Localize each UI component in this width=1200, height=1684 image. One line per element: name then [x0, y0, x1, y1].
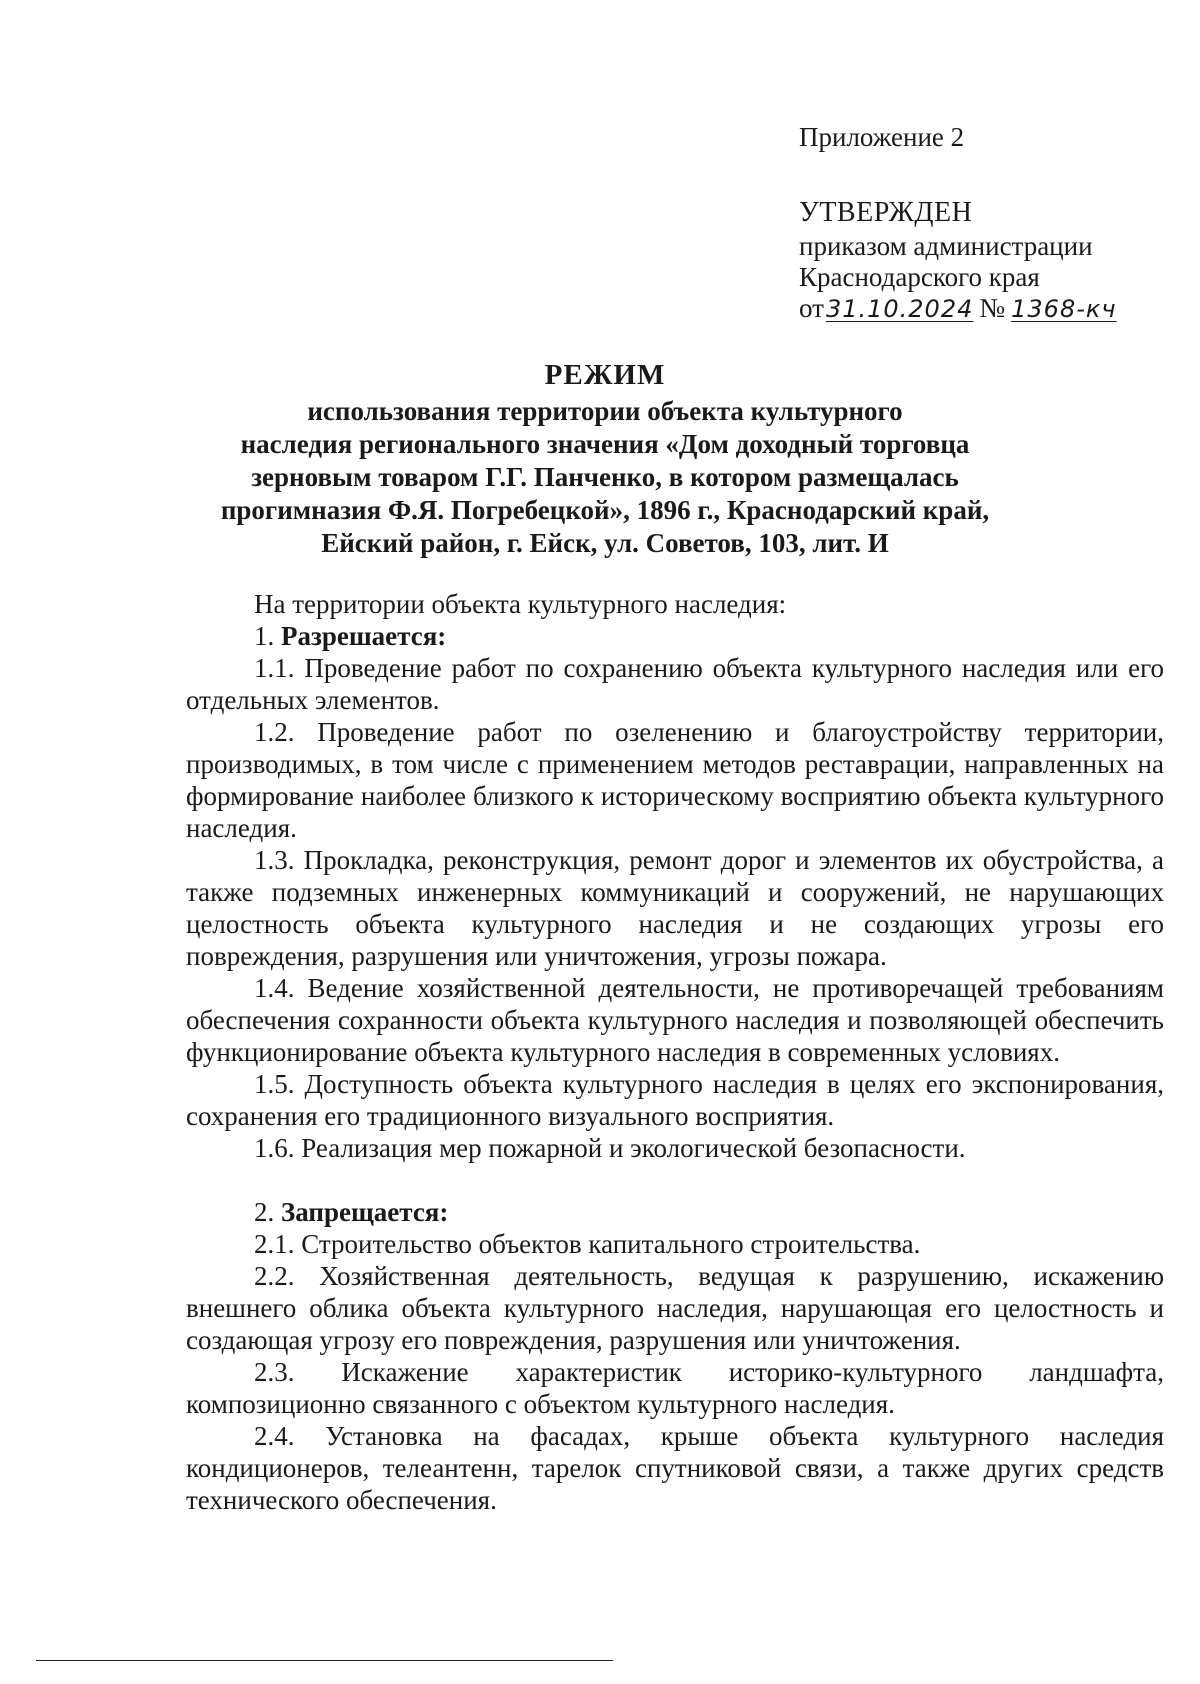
item-1-1: 1.1. Проведение работ по сохранению объекта культурного наследия или его отдельных элементов. [186, 653, 1164, 715]
document-body [186, 588, 1164, 1516]
intro-paragraph: На территории объекта культурного наследия: [254, 589, 787, 619]
title-line: прогимназия Ф.Я. Погребецкой», 1896 г., Краснодарский край, [220, 495, 990, 525]
item-2-3: 2.3. Искажение характеристик историко-культурного ландшафта, композиционно связанного с объектом культурного наследия. [186, 1357, 1164, 1419]
document-title [190, 359, 1020, 560]
item-1-3: 1.3. Прокладка, реконструкция, ремонт дорог и элементов их обустройства, а также подземных инженерных коммуникаций и сооружений, не нарушающих целостность объекта культурного наследия и не создающих угрозы его повреждения, разрушения или уничтожения, угрозы пожара. [186, 845, 1164, 971]
section-2-title: Запрещается: [281, 1197, 449, 1227]
title-line: зерновым товаром Г.Г. Панченко, в котором размещалась [251, 462, 959, 492]
title-line: использования территории объекта культурного [307, 396, 903, 426]
section-2-heading [186, 1196, 1164, 1228]
approved-label: УТВЕРЖДЕН [799, 197, 973, 228]
handwritten-date: 31.10.2024 [825, 295, 974, 323]
item-1-6: 1.6. Реализация мер пожарной и экологической безопасности. [254, 1133, 966, 1163]
section-1-title: Разрешается: [281, 621, 447, 651]
item-1-2: 1.2. Проведение работ по озеленению и благоустройству территории, производимых, в том числе с применением методов реставрации, направленных на формирование наиболее близкого к историческому восприятию объекта культурного наследия. [186, 717, 1164, 843]
section-1-number: 1. [254, 621, 275, 651]
item-2-4: 2.4. Установка на фасадах, крыше объекта культурного наследия кондиционеров, телеантенн, тарелок спутниковой связи, а также других средств технического обеспечения. [186, 1421, 1164, 1515]
title-line: наследия регионального значения «Дом доходный торговца [240, 429, 970, 459]
item-2-2: 2.2. Хозяйственная деятельность, ведущая к разрушению, искажению внешнего облика объекта культурного наследия, нарушающая его целостность и создающая угрозу его повреждения, разрушения или уничтожения. [186, 1261, 1164, 1355]
approval-stamp-block [799, 122, 1179, 324]
footer-divider [36, 1660, 613, 1661]
title-line: Ейский район, г. Ейск, ул. Советов, 103, лит. И [321, 528, 889, 558]
appendix-label: Приложение 2 [799, 122, 965, 152]
order-label: приказом администрации [799, 231, 1093, 261]
region-label: Краснодарского края [799, 262, 1040, 292]
item-1-5: 1.5. Доступность объекта культурного наследия в целях его экспонирования, сохранения его традиционного визуального восприятия. [186, 1069, 1164, 1131]
section-2-number: 2. [254, 1197, 275, 1227]
section-1-heading [186, 620, 1164, 652]
number-sign: № [979, 293, 1006, 323]
order-date-number-line [799, 293, 1179, 324]
date-prefix: от [799, 293, 824, 323]
item-1-4: 1.4. Ведение хозяйственной деятельности, не противоречащей требованиям обеспечения сохранности объекта культурного наследия и позволяющей обеспечить функционирование объекта культурного наследия в современных условиях. [186, 973, 1164, 1067]
item-2-1: 2.1. Строительство объектов капитального строительства. [254, 1229, 921, 1259]
handwritten-order-number: 1368-кч [1011, 295, 1117, 323]
title-heading: РЕЖИМ [544, 359, 666, 391]
